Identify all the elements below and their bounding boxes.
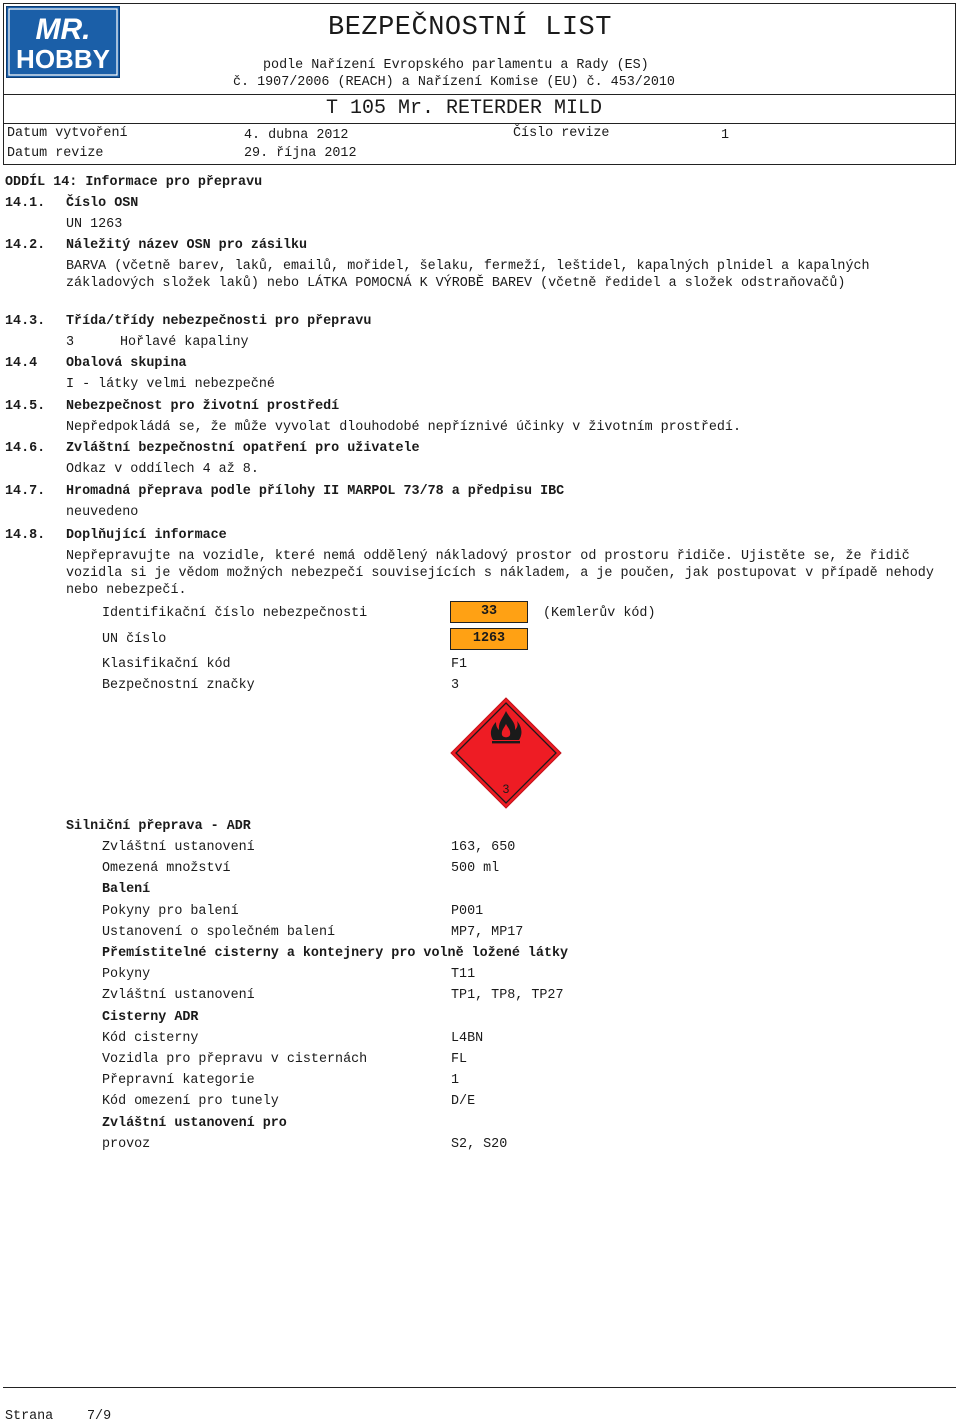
adr-row-label: Přepravní kategorie [102,1073,255,1088]
adr-row-value: 163, 650 [451,840,516,855]
adr-row-value: 500 ml [451,861,500,876]
adr-row-label: Přemístitelné cisterny a kontejnery pro volně ložené látky [102,946,569,961]
safety-signs-label: Bezpečnostní značky [102,678,255,693]
adr-row-label: Zvláštní ustanovení [102,988,255,1003]
adr-row-value: FL [451,1052,468,1067]
item-number: 14.1. [5,196,46,211]
classification-code-value: F1 [451,657,468,672]
created-label: Datum vytvoření [7,126,128,141]
item-title: Obalová skupina [66,356,187,371]
adr-row-label: provoz [102,1137,151,1152]
adr-row-value: TP1, TP8, TP27 [451,988,564,1003]
diamond-class-number: 3 [502,782,510,796]
page-label: Strana [5,1409,54,1424]
adr-row-value: D/E [451,1094,476,1109]
item-number: 14.5. [5,399,46,414]
item-number: 14.7. [5,484,46,499]
adr-row-label: Zvláštní ustanovení [102,840,255,855]
logo-text-top: MR. [35,13,91,46]
header-divider-1 [3,94,956,95]
regulation-line-2: č. 1907/2006 (REACH) a Nařízení Komise (EU) č. 453/2010 [233,75,675,90]
adr-row-value: L4BN [451,1031,484,1046]
item-text: Nepředpokládá se, že může vyvolat dlouhodobé nepříznivé účinky v životním prostředí. [66,420,741,435]
item-text: UN 1263 [66,217,123,232]
safety-signs-value: 3 [451,678,460,693]
un-number-label: UN číslo [102,632,167,647]
adr-row-label: Balení [102,882,151,897]
item-title: Náležitý název OSN pro zásilku [66,238,308,253]
item-text: Odkaz v oddílech 4 až 8. [66,462,259,477]
class-name: Hořlavé kapaliny [120,335,249,350]
item-text: neuvedeno [66,505,139,520]
item-number: 14.4 [5,356,38,371]
revision-number-label: Číslo revize [513,126,610,141]
item-text: BARVA (včetně barev, laků, emailů, mořidel, šelaku, fermeží, leštidel, kapalných plnidel a kapalných základových složek laků) nebo LÁTKA POMOCNÁ K VÝROBĚ BAREV (včetně ředidel a složek odstraňovačů) [66,259,870,291]
regulation-line-1: podle Nařízení Evropského parlamentu a Rady (ES) [263,58,649,73]
adr-row-value: S2, S20 [451,1137,508,1152]
adr-row-value: P001 [451,904,484,919]
created-value: 4. dubna 2012 [244,128,349,143]
page-number: 7/9 [87,1409,112,1424]
adr-row-value: T11 [451,967,476,982]
item-title: Třída/třídy nebezpečnosti pro přepravu [66,314,372,329]
logo-text-bottom: HOBBY [16,44,110,74]
adr-row-label: Ustanovení o společném balení [102,925,336,940]
section-title: ODDÍL 14: Informace pro přepravu [5,175,263,190]
adr-row-value: MP7, MP17 [451,925,524,940]
hazard-id-label: Identifikační číslo nebezpečnosti [102,606,368,621]
revision-date-label: Datum revize [7,146,104,161]
header-divider-2 [3,123,956,124]
revision-number-value: 1 [721,128,730,143]
adr-title: Silniční přeprava - ADR [66,819,251,834]
adr-row-value: 1 [451,1073,460,1088]
footer-divider [3,1387,956,1388]
adr-row-label: Zvláštní ustanovení pro [102,1116,287,1131]
product-name: T 105 Mr. RETERDER MILD [326,97,603,120]
adr-row-label: Pokyny pro balení [102,904,239,919]
adr-row-label: Pokyny [102,967,151,982]
hazard-id-note: (Kemlerův kód) [543,606,656,621]
adr-row-label: Omezená množství [102,861,231,876]
item-title: Doplňující informace [66,528,227,543]
item-title: Hromadná přeprava podle přílohy II MARPOL 73/78 a předpisu IBC [66,484,565,499]
class-code: 3 [66,335,75,350]
adr-row-label: Kód cisterny [102,1031,199,1046]
item-text: Nepřepravujte na vozidle, které nemá oddělený nákladový prostor od prostoru řidiče. Ujistěte se, že řidič vozidla si je vědom možných nebezpečí souvisejících s nákladem, a je poučen, jak postupovat v případě nehody nebo nebezpečí. [66,549,934,598]
hazard-id-plate: 33 [450,601,528,623]
item-number: 14.3. [5,314,46,329]
item-number: 14.2. [5,238,46,253]
flammable-liquid-diamond [450,697,562,809]
item-title: Zvláštní bezpečnostní opatření pro uživatele [66,441,420,456]
un-number-plate: 1263 [450,628,528,650]
revision-date-value: 29. října 2012 [244,146,357,161]
classification-code-label: Klasifikační kód [102,657,231,672]
adr-row-label: Cisterny ADR [102,1010,199,1025]
mr-hobby-logo [6,6,120,78]
item-number: 14.6. [5,441,46,456]
document-title: BEZPEČNOSTNÍ LIST [328,13,612,43]
adr-row-label: Kód omezení pro tunely [102,1094,279,1109]
item-title: Číslo OSN [66,196,139,211]
item-text: I - látky velmi nebezpečné [66,377,275,392]
adr-row-label: Vozidla pro přepravu v cisternách [102,1052,368,1067]
item-title: Nebezpečnost pro životní prostředí [66,399,340,414]
item-number: 14.8. [5,528,46,543]
